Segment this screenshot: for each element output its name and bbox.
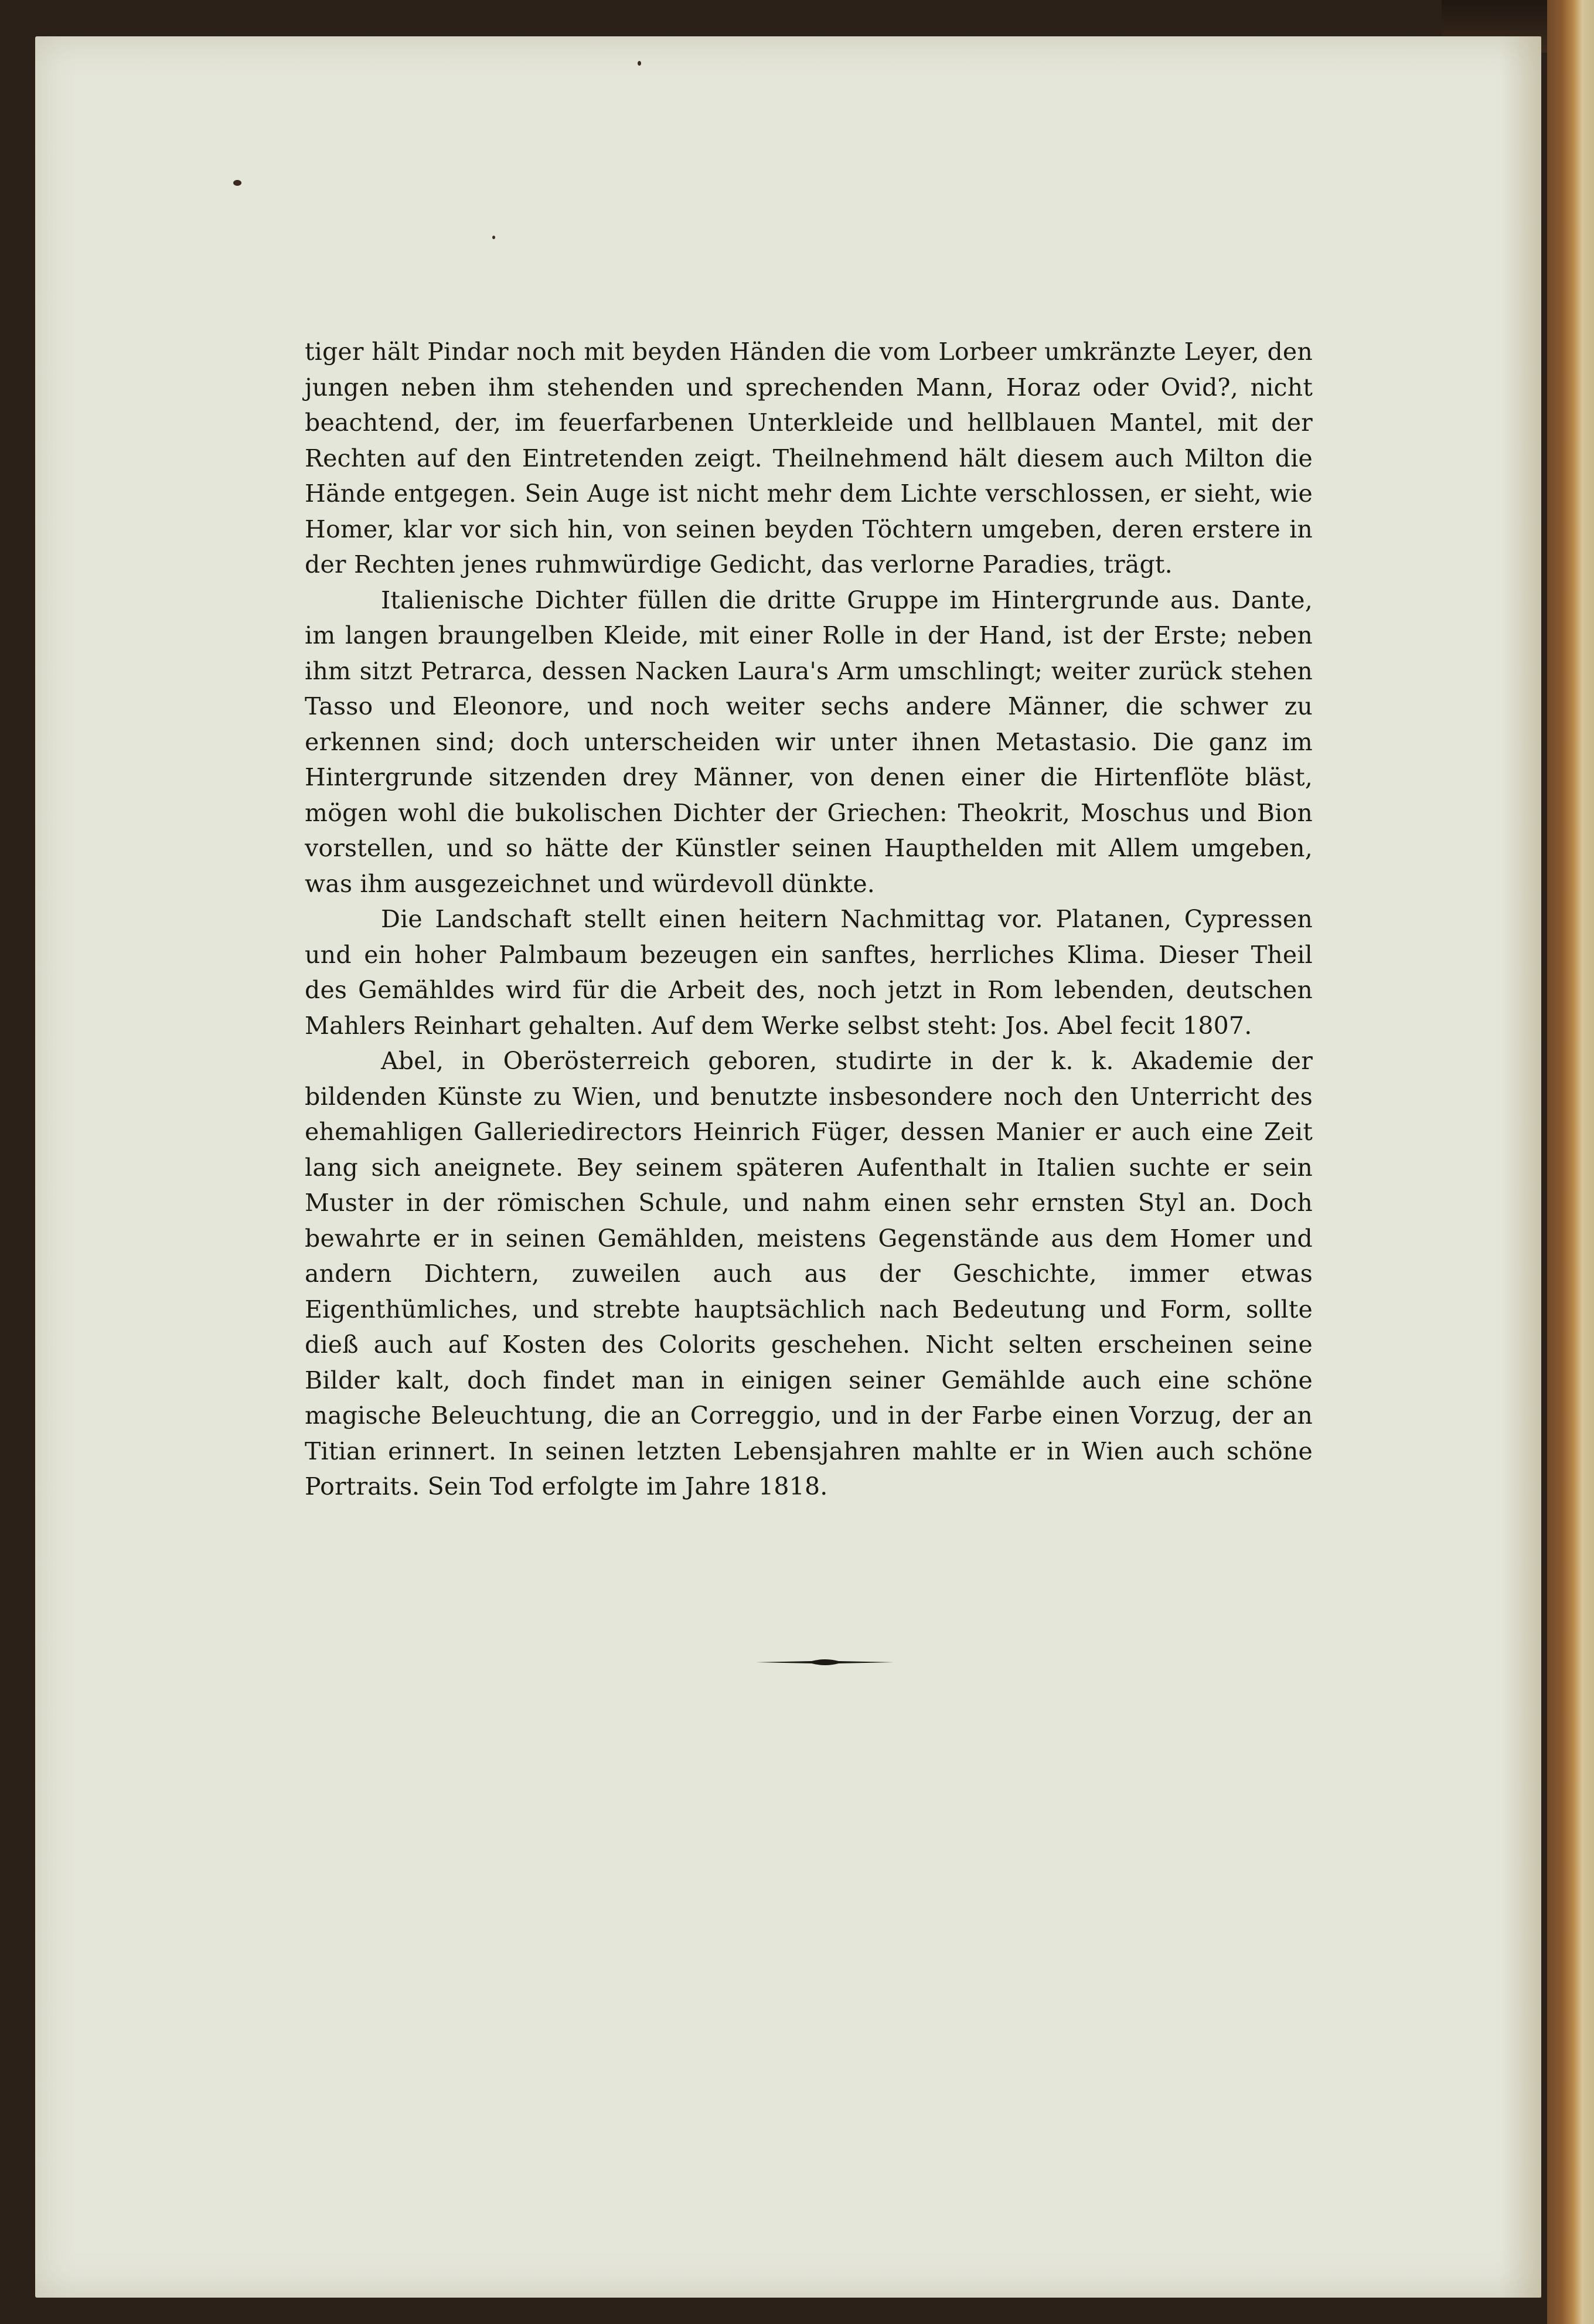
paragraph: tiger hält Pindar noch mit beyden Händen die vom Lorbeer umkränzte Leyer, den jungen neben ihm stehenden und sprechenden Mann, Horaz oder Ovid?, nicht beachtend, der, im feuerfarbenen Unterkleide und hellblauen Mantel, mit der Rechten auf den Eintretenden zeigt. Theilnehmend hält diesem auch Milton die Hände entgegen. Sein Auge ist nicht mehr dem Lichte verschlossen, er sieht, wie Homer, klar vor sich hin, von seinen beyden Töchtern umgeben, deren erstere in der Rechten jenes ruhmwürdige Gedicht, das verlorne Paradies, trägt. xyxy=(305,338,1313,579)
paragraph: Italienische Dichter füllen die dritte Gruppe im Hintergrunde aus. Dante, im langen braungelben Kleide, mit einer Rolle in der Hand, ist der Erste; neben ihm sitzt Petrarca, dessen Nacken Laura's Arm umschlingt; weiter zurück stehen Tasso und Eleonore, und noch weiter sechs andere Männer, die schwer zu erkennen sind; doch unterscheiden wir unter ihnen Metastasio. Die ganz im Hintergrunde sitzenden drey Männer, von denen einer die Hirtenflöte bläst, mögen wohl die bukolischen Dichter der Griechen: Theokrit, Moschus und Bion vorstellen, und so hätte der Künstler seinen Haupthelden mit Allem umgeben, was ihm ausgezeichnet und würdevoll dünkte. xyxy=(305,586,1313,898)
ink-speck xyxy=(492,236,495,239)
ink-speck xyxy=(638,61,641,66)
book-edge-right xyxy=(1547,0,1594,2324)
horizontal-rule-ornament-icon xyxy=(756,1656,894,1668)
body-text xyxy=(305,334,1313,1505)
paragraph: Abel, in Oberösterreich geboren, studirte in der k. k. Akademie der bildenden Künste zu Wien, und benutzte insbesondere noch den Unterricht des ehemahligen Galleriedirectors Heinrich Füger, dessen Manier er auch eine Zeit lang sich aneignete. Bey seinem späteren Aufenthalt in Italien suchte er sein Muster in der römischen Schule, und nahm einen sehr ernsten Styl an. Doch bewahrte er in seinen Gemählden, meistens Gegenstände aus dem Homer und andern Dichtern, zuweilen auch aus der Geschichte, immer etwas Eigenthümliches, und strebte hauptsächlich nach Bedeutung und Form, sollte dieß auch auf Kosten des Colorits geschehen. Nicht selten erscheinen seine Bilder kalt, doch findet man in einigen seiner Gemählde auch eine schöne magische Beleuchtung, die an Correggio, und in der Farbe einen Vorzug, der an Titian erinnert. In seinen letzten Lebensjahren mahlte er in Wien auch schöne Portraits. Sein Tod erfolgte im Jahre 1818. xyxy=(305,1047,1313,1500)
page-gutter-shade xyxy=(1500,36,1541,2298)
ink-speck xyxy=(233,180,241,186)
paragraph: Die Landschaft stellt einen heitern Nachmittag vor. Platanen, Cypressen und ein hoher Palmbaum bezeugen ein sanftes, herrliches Klima. Dieser Theil des Gemähldes wird für die Arbeit des, noch jetzt in Rom lebenden, deutschen Mahlers Reinhart gehalten. Auf dem Werke selbst steht: Jos. Abel fecit 1807. xyxy=(305,905,1313,1040)
